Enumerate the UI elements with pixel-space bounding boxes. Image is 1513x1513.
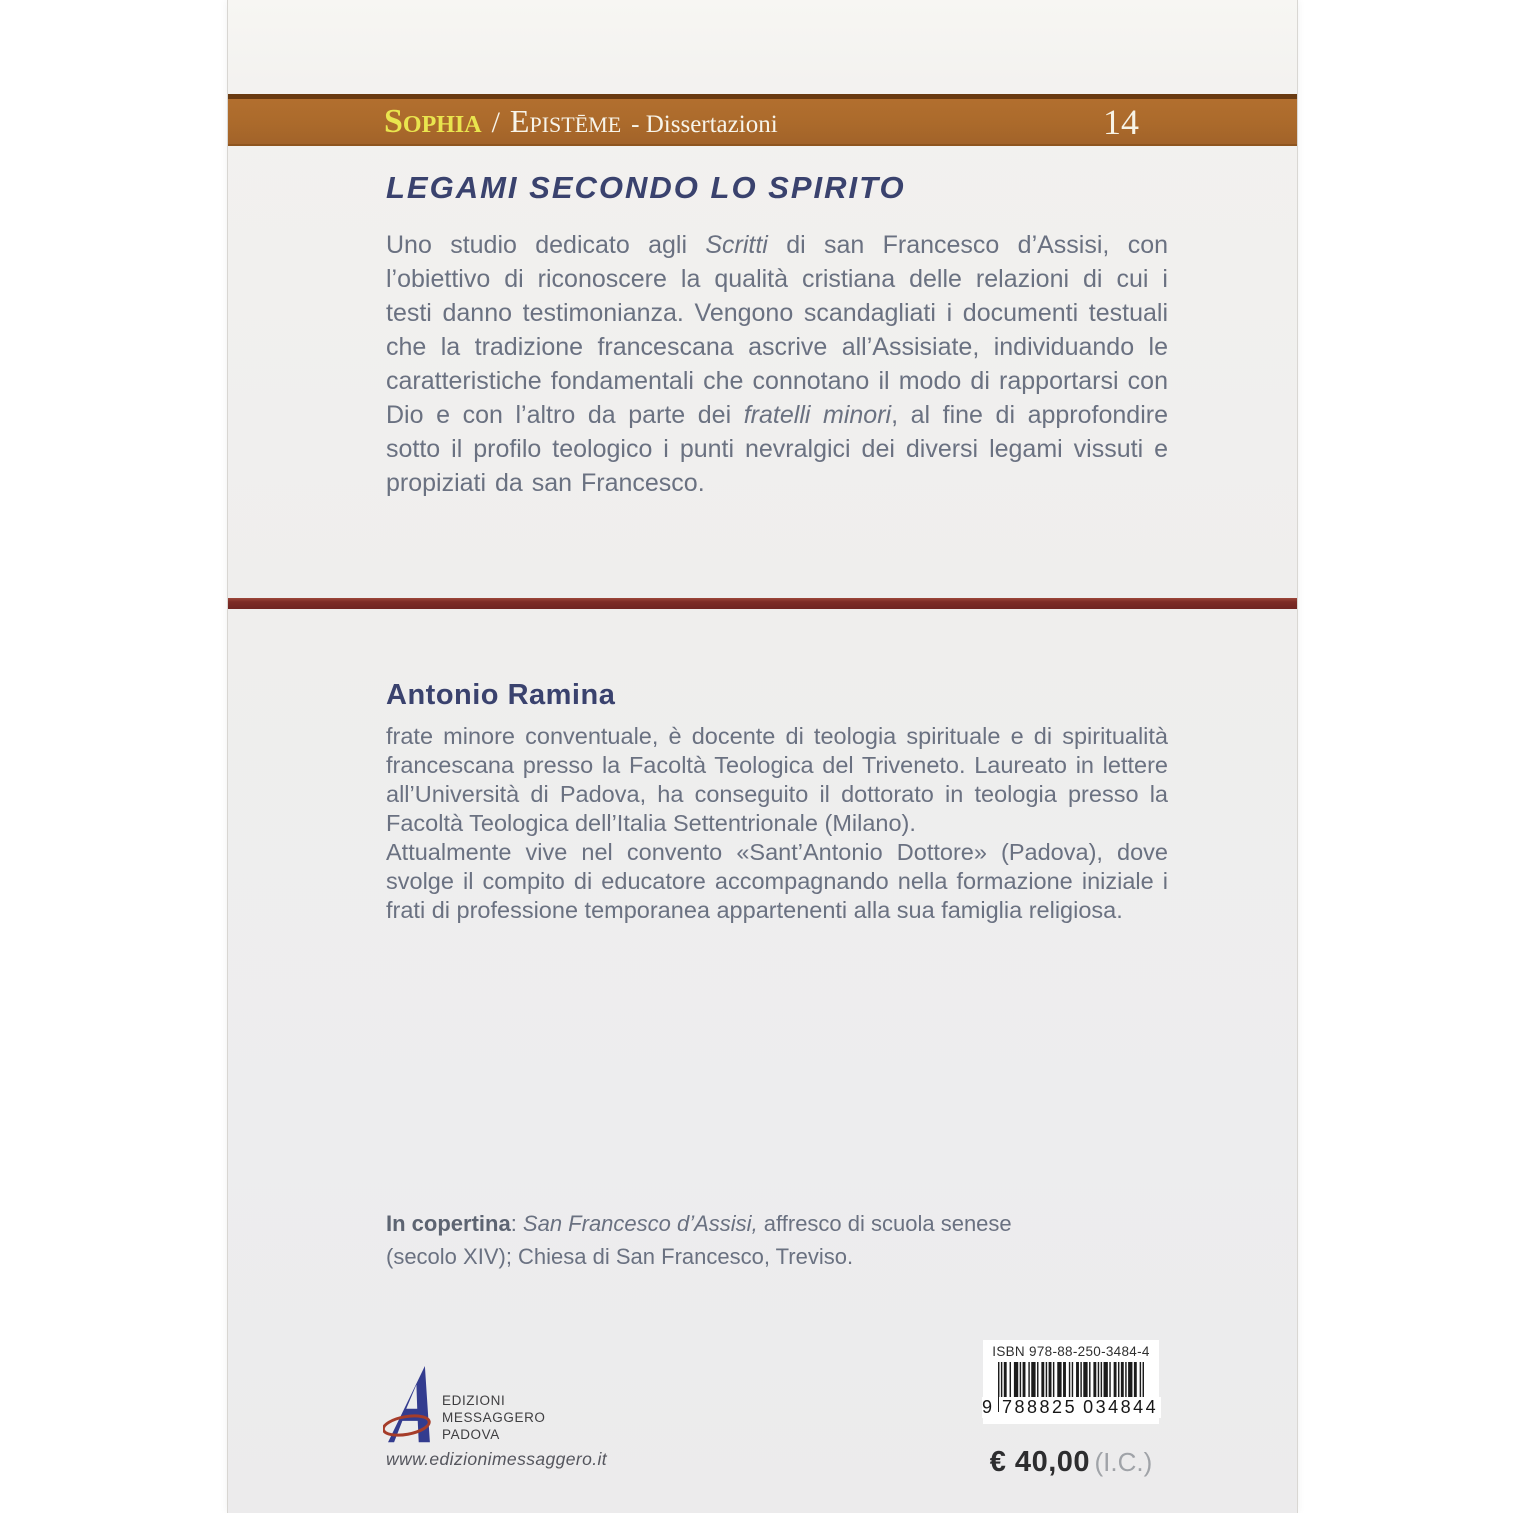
publisher-name-line-2: MESSAGGERO bbox=[442, 1410, 546, 1425]
publisher-website: www.edizionimessaggero.it bbox=[386, 1449, 608, 1469]
book-title: LEGAMI SECONDO LO SPIRITO bbox=[386, 170, 906, 205]
price-note: (I.C.) bbox=[1094, 1447, 1153, 1477]
price bbox=[983, 1446, 1159, 1479]
synopsis-paragraph: Uno studio dedicato agli Scritti di san Francesco d’Assisi, con l’obiettivo di riconoscere la qualità cristiana delle relazioni di cui i testi danno testimonianza. Vengono scandagliati i documenti testuali che la tradizione francescana ascrive all’Assisiate, individuando le caratteristiche fondamentali che connotano il modo di rapportarsi con Dio e con l’altro da parte dei fratelli minori, al fine di approfondire sotto il profilo teologico i punti nevralgici dei diversi legami vissuti e propiziati da san Francesco. bbox=[386, 231, 1169, 497]
bio-paragraph-1: frate minore conventuale, è docente di teologia spirituale e di spiritualità francescana presso la Facoltà Teologica del Triveneto. Laureato in lettere all’Università di Padova, ha conseguito il dottorato in teologia presso la Facoltà Teologica dell’Italia Settentrionale (Milano). bbox=[386, 723, 1168, 836]
series-band bbox=[228, 94, 1297, 146]
barcode-digit-group-1: 788825 bbox=[999, 1397, 1080, 1418]
series-subtitle: - Dissertazioni bbox=[631, 110, 778, 138]
horizontal-divider bbox=[228, 598, 1297, 609]
publisher-name-line-1: EDIZIONI bbox=[442, 1393, 506, 1408]
price-amount: € 40,00 bbox=[989, 1446, 1091, 1478]
messaggero-a-logo-icon bbox=[383, 1366, 437, 1446]
isbn-label: ISBN 978-88-250-3484-4 bbox=[992, 1344, 1150, 1359]
publisher-name bbox=[442, 1366, 546, 1446]
series-name-sophia: Sophia bbox=[384, 102, 482, 140]
barcode-digit-group-2: 034844 bbox=[1080, 1397, 1161, 1418]
book-back-cover bbox=[227, 0, 1298, 1513]
series-separator: / bbox=[491, 105, 500, 139]
isbn-barcode-block bbox=[983, 1340, 1159, 1424]
cover-credit-note: In copertina: San Francesco d’Assisi, affresco di scuola senese (secolo XIV); Chiesa di San Francesco, Treviso. bbox=[386, 1211, 1012, 1269]
volume-number: 14 bbox=[1103, 101, 1139, 142]
publisher-block bbox=[383, 1366, 607, 1470]
barcode-digits bbox=[982, 1397, 1159, 1418]
author-bio bbox=[386, 722, 1168, 925]
bio-paragraph-2: Attualmente vive nel convento «Sant’Antonio Dottore» (Padova), dove svolge il compito di educatore accompagnando nella formazione iniziale i frati di professione temporanea appartenenti alla sua famiglia religiosa. bbox=[386, 839, 1168, 923]
barcode-digit-lead: 9 bbox=[982, 1397, 993, 1417]
publisher-name-line-3: PADOVA bbox=[442, 1427, 500, 1442]
series-title bbox=[384, 103, 778, 141]
series-name-episteme: Epistēme bbox=[509, 102, 622, 139]
author-name: Antonio Ramina bbox=[386, 679, 616, 711]
